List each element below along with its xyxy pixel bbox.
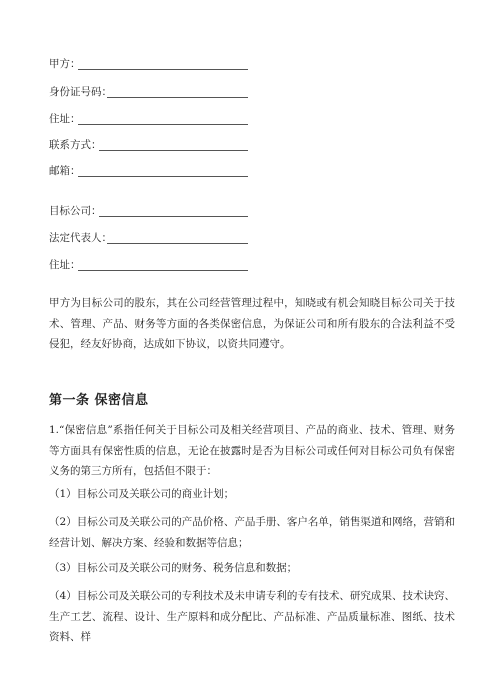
preamble-paragraph: 甲方为目标公司的股东，其在公司经营管理过程中，知晓或有机会知晓目标公司关于技术、管理、产品、财务等方面的各类保密信息，为保证公司和所有股东的合法利益不受侵犯，经友好协商，达成如下协议，以资共同遵守。: [49, 297, 455, 350]
party-a-contact-blank: [99, 150, 248, 151]
target-company-blank: [99, 216, 248, 217]
article-1-title: 第一条 保密信息: [49, 393, 149, 408]
legal-rep-field: [49, 230, 112, 246]
party-a-email-blank: [78, 176, 248, 177]
party-a-address-label: 住址：: [49, 113, 81, 125]
legal-rep-label: 法定代表人：: [49, 232, 112, 244]
party-a-address-blank: [78, 124, 248, 125]
target-company-label: 目标公司：: [49, 205, 102, 217]
target-company-field: [49, 203, 102, 219]
target-address-label: 住址：: [49, 259, 81, 271]
party-a-id-blank: [107, 97, 248, 98]
article-1-item-1: （1）目标公司及关联公司的商业计划；: [49, 488, 235, 500]
legal-rep-blank: [107, 243, 248, 244]
party-a-id-field: [49, 84, 112, 100]
party-a-id-label: 身份证号码：: [49, 86, 112, 98]
target-address-blank: [78, 270, 248, 271]
party-a-email-field: [49, 163, 81, 179]
party-a-contact-field: [49, 137, 102, 153]
target-address-field: [49, 257, 81, 273]
party-a-email-label: 邮箱：: [49, 165, 81, 177]
article-1-item-4: （4）目标公司及关联公司的专利技术及未申请专利的专有技术、研究成果、技术诀窍、生产工艺、流程、设计、生产原料和成分配比、产品标准、产品质量标准、图纸、技术资料、样: [49, 590, 455, 643]
party-a-address-field: [49, 111, 81, 127]
article-1-item-2: （2）目标公司及关联公司的产品价格、产品手册、客户名单，销售渠道和网络，营销和经营计划、解决方案、经验和数据等信息；: [49, 516, 455, 549]
party-a-name-blank: [78, 69, 248, 70]
party-a-contact-label: 联系方式：: [49, 139, 102, 151]
article-1-item-3: （3）目标公司及关联公司的财务、税务信息和数据；: [49, 562, 298, 574]
party-a-name-field: [49, 56, 81, 72]
party-a-name-label: 甲方：: [49, 58, 81, 70]
article-1-clause-1: 1.“保密信息”系指任何关于目标公司及相关经营项目、产品的商业、技术、管理、财务等方面具有保密性质的信息，无论在披露时是否为目标公司或任何对目标公司负有保密义务的第三方所有，包括但不限于：: [49, 424, 455, 477]
